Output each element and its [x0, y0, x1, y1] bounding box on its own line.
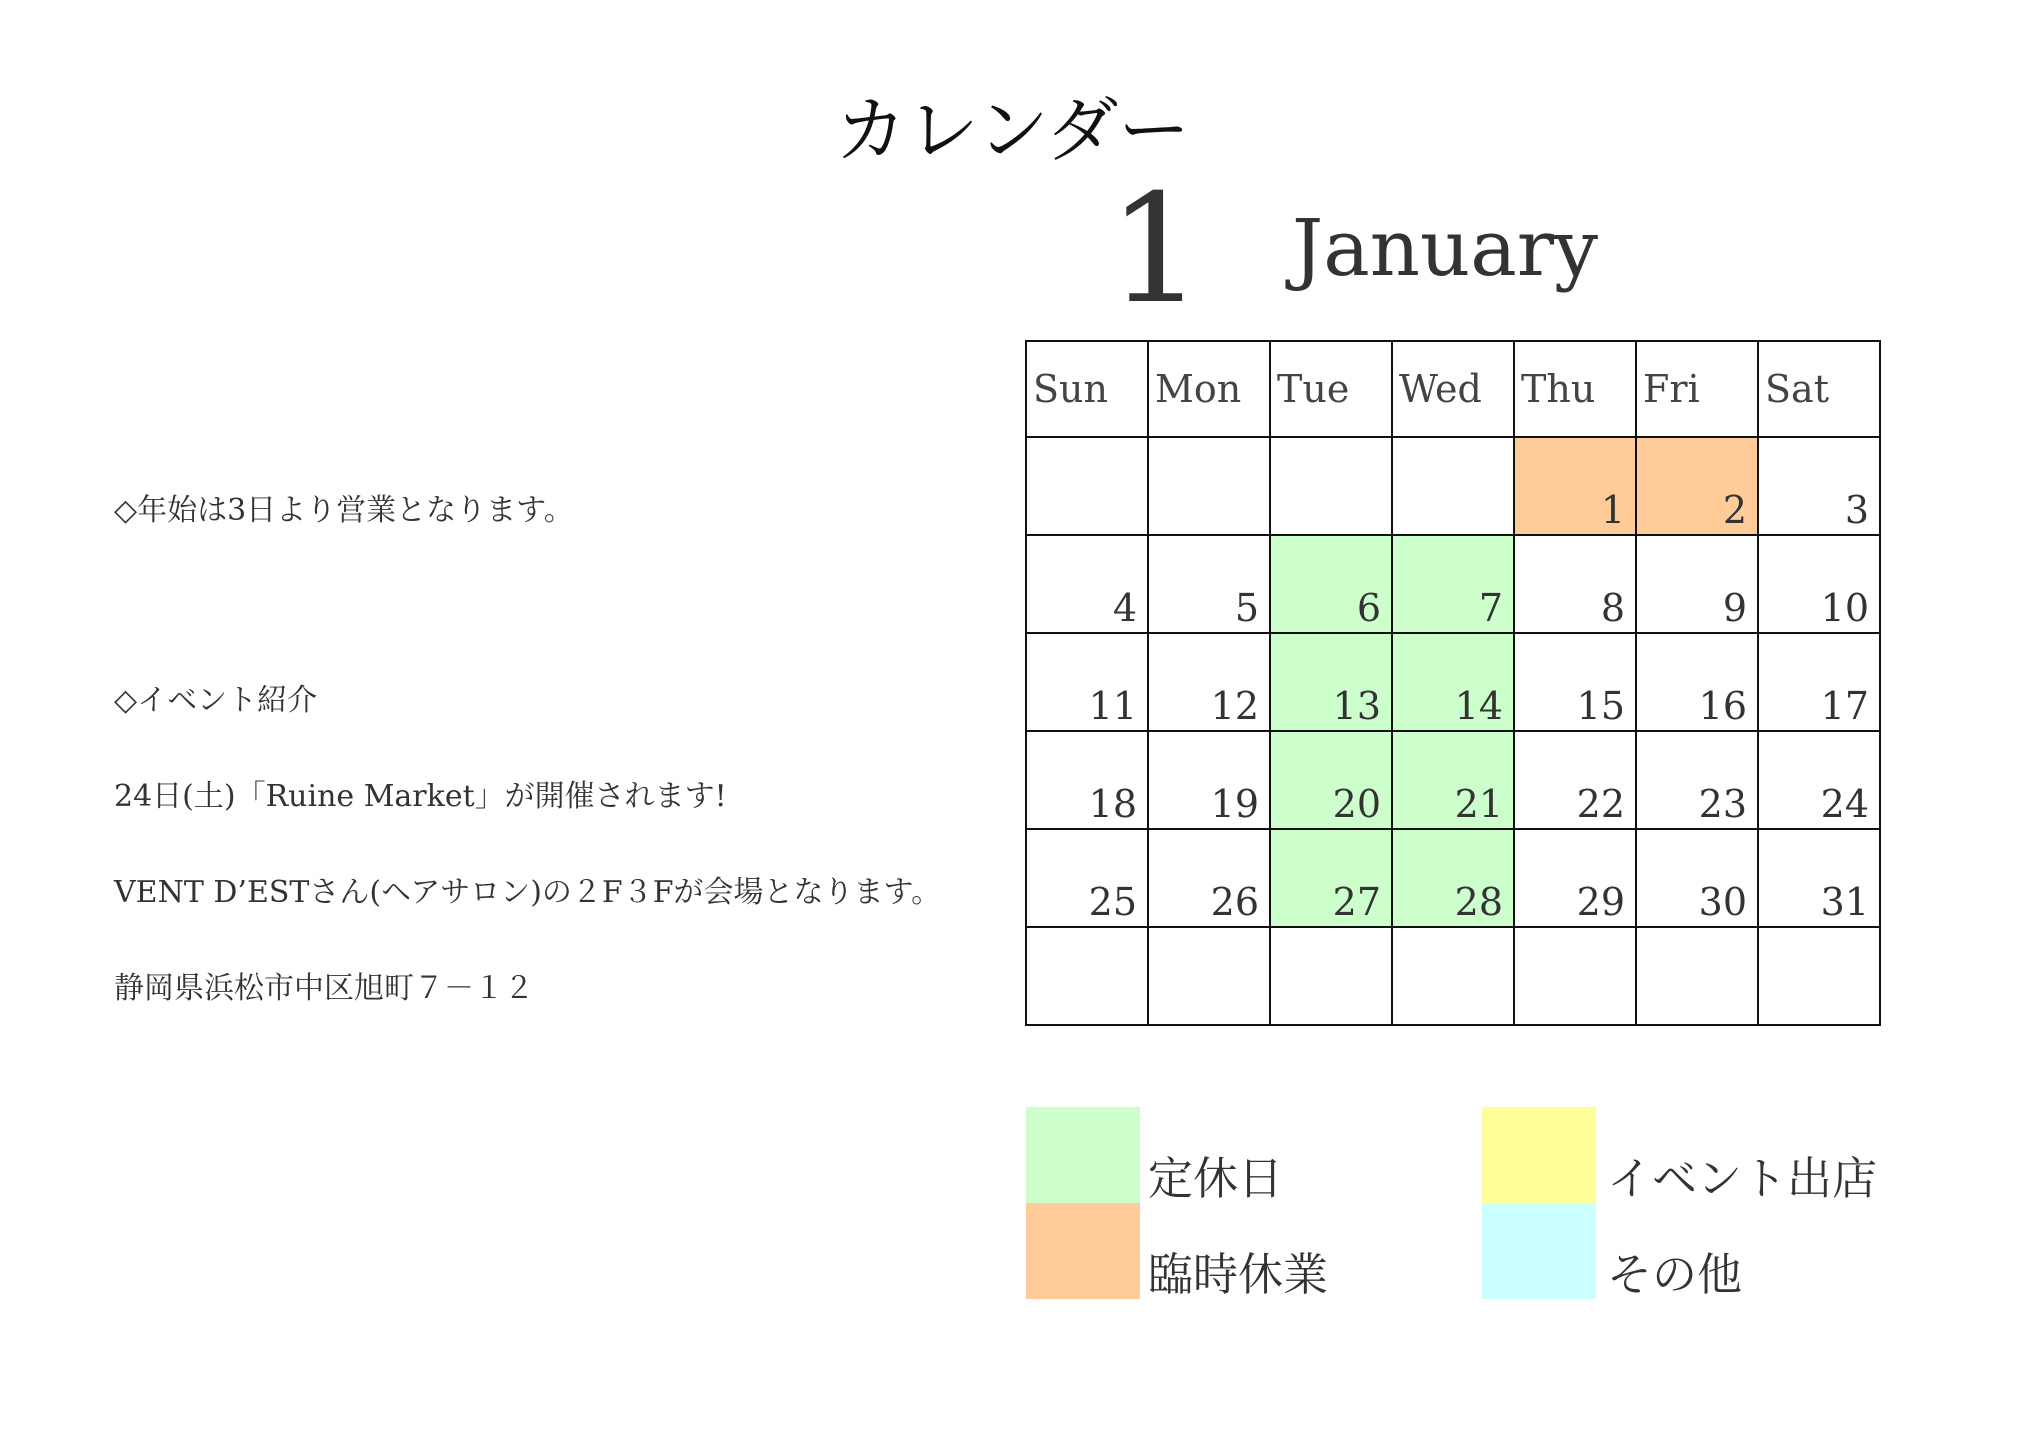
day-cell [1148, 927, 1270, 1025]
day-cell [1392, 927, 1514, 1025]
day-cell: 23 [1636, 731, 1758, 829]
week-row [1026, 437, 1880, 535]
day-cell [1026, 437, 1148, 535]
day-cell: 11 [1026, 633, 1148, 731]
other-legend-swatch [1482, 1203, 1596, 1299]
calendar-title: カレンダー [834, 88, 1191, 172]
event-store-legend-label: イベント出店 [1607, 1152, 1878, 1205]
regular-holiday-legend-swatch [1026, 1107, 1140, 1203]
day-cell: 20 [1270, 731, 1392, 829]
week-row [1026, 535, 1880, 633]
day-cell: 22 [1514, 731, 1636, 829]
weekday-sun: Sun [1026, 341, 1148, 437]
day-cell: 18 [1026, 731, 1148, 829]
business-start-note: ◇年始は3日より営業となります。 [114, 493, 574, 528]
day-cell: 5 [1148, 535, 1270, 633]
day-cell: 28 [1392, 829, 1514, 927]
day-cell: 25 [1026, 829, 1148, 927]
day-cell: 15 [1514, 633, 1636, 731]
temporary-closure-legend-swatch [1026, 1203, 1140, 1299]
day-cell [1148, 437, 1270, 535]
event-date-note: 24日(土)「Ruine Market」が開催されます! [114, 779, 727, 814]
day-cell: 9 [1636, 535, 1758, 633]
day-cell [1026, 927, 1148, 1025]
day-cell: 29 [1514, 829, 1636, 927]
day-cell: 14 [1392, 633, 1514, 731]
day-cell [1270, 437, 1392, 535]
day-cell: 12 [1148, 633, 1270, 731]
day-cell: 30 [1636, 829, 1758, 927]
weekday-wed: Wed [1392, 341, 1514, 437]
month-number: 1 [1108, 163, 1204, 337]
event-store-legend-swatch [1482, 1107, 1596, 1203]
day-cell: 7 [1392, 535, 1514, 633]
week-row [1026, 731, 1880, 829]
weekday-header-row [1026, 341, 1880, 437]
month-name: January [1292, 204, 1599, 294]
week-row [1026, 829, 1880, 927]
temporary-closure-legend-label: 臨時休業 [1148, 1248, 1329, 1301]
day-cell [1636, 927, 1758, 1025]
calendar-grid [1025, 340, 1881, 1026]
day-cell [1758, 927, 1880, 1025]
day-cell: 3 [1758, 437, 1880, 535]
day-cell: 8 [1514, 535, 1636, 633]
day-cell: 31 [1758, 829, 1880, 927]
day-cell [1270, 927, 1392, 1025]
address-note: 静岡県浜松市中区旭町７－１２ [114, 971, 534, 1006]
day-cell: 24 [1758, 731, 1880, 829]
day-cell: 1 [1514, 437, 1636, 535]
venue-note: VENT D’ESTさん(ヘアサロン)の２F３Fが会場となります。 [114, 875, 942, 910]
week-row [1026, 927, 1880, 1025]
day-cell: 26 [1148, 829, 1270, 927]
weekday-thu: Thu [1514, 341, 1636, 437]
day-cell: 17 [1758, 633, 1880, 731]
weekday-tue: Tue [1270, 341, 1392, 437]
regular-holiday-legend-label: 定休日 [1148, 1152, 1284, 1205]
day-cell: 2 [1636, 437, 1758, 535]
day-cell [1514, 927, 1636, 1025]
day-cell [1392, 437, 1514, 535]
day-cell: 21 [1392, 731, 1514, 829]
other-legend-label: その他 [1607, 1248, 1743, 1301]
day-cell: 13 [1270, 633, 1392, 731]
event-introduction-heading: ◇イベント紹介 [114, 683, 318, 718]
day-cell: 16 [1636, 633, 1758, 731]
weekday-fri: Fri [1636, 341, 1758, 437]
day-cell: 27 [1270, 829, 1392, 927]
week-row [1026, 633, 1880, 731]
weekday-sat: Sat [1758, 341, 1880, 437]
day-cell: 19 [1148, 731, 1270, 829]
weekday-mon: Mon [1148, 341, 1270, 437]
day-cell: 6 [1270, 535, 1392, 633]
day-cell: 4 [1026, 535, 1148, 633]
day-cell: 10 [1758, 535, 1880, 633]
